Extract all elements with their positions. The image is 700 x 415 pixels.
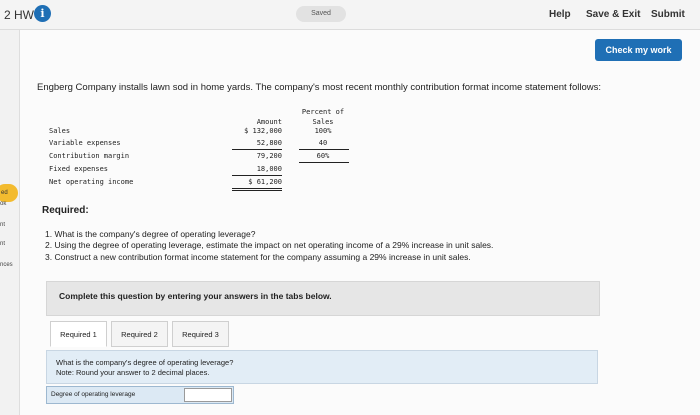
tab-required-1[interactable]: Required 1 (50, 321, 107, 347)
row-amount-variable: 52,800 (256, 139, 282, 147)
instructions-text: Complete this question by entering your answers in the tabs below. (59, 291, 332, 301)
instructions-banner (46, 281, 600, 316)
row-label-contribution: Contribution margin (49, 152, 130, 160)
submit-button[interactable]: Submit (651, 9, 685, 20)
row-percent-sales: 100% (314, 127, 332, 135)
degree-of-operating-leverage-input[interactable] (184, 388, 232, 402)
row-label-sales: Sales (49, 127, 71, 135)
answer-row (46, 386, 234, 404)
nav-badge[interactable]: ed (0, 184, 18, 202)
percent-subtotal-rule (299, 149, 349, 150)
question-text: What is the company's degree of operating leverage? (56, 358, 234, 367)
question-nav-strip (0, 30, 20, 415)
row-label-fixed: Fixed expenses (49, 165, 109, 173)
save-exit-button[interactable]: Save & Exit (586, 9, 641, 20)
top-bar (0, 0, 700, 30)
nav-item-4[interactable]: nces (0, 262, 13, 268)
problem-intro: Engberg Company installs lawn sod in home yards. The company's most recent monthly contribution format income statement follows: (37, 82, 601, 93)
amount-total-rule (232, 175, 282, 176)
amount-header: Amount (256, 118, 282, 126)
nav-item-3[interactable]: nt (0, 241, 6, 247)
check-my-work-button[interactable]: Check my work (595, 39, 682, 61)
row-label-noi: Net operating income (49, 178, 134, 186)
row-amount-contribution: 79,200 (256, 152, 282, 160)
help-button[interactable]: Help (549, 9, 571, 20)
question-panel (46, 350, 598, 384)
row-label-variable: Variable expenses (49, 139, 121, 147)
assignment-title: 2 HW (4, 8, 34, 22)
saved-status-badge: Saved (296, 6, 346, 22)
double-rule-bottom (232, 190, 282, 191)
double-rule-top (232, 188, 282, 189)
nav-item-2[interactable]: nt (0, 222, 6, 228)
row-amount-fixed: 18,000 (256, 165, 282, 173)
info-icon[interactable]: i (34, 5, 51, 22)
row-percent-variable: 40 (318, 139, 328, 147)
answer-label: Degree of operating leverage (51, 391, 136, 398)
question-note: Note: Round your answer to 2 decimal places. (56, 368, 210, 377)
required-item-2: 2. Using the degree of operating leverage, estimate the impact on net operating income of a 29% increase in unit sales. (45, 240, 494, 250)
required-item-1: 1. What is the company's degree of operating leverage? (45, 229, 256, 239)
row-amount-noi: $ 61,200 (248, 178, 282, 186)
nav-item-1[interactable]: ok (0, 201, 7, 207)
required-heading: Required: (42, 205, 89, 216)
percent-total-rule (299, 162, 349, 163)
income-statement (44, 106, 352, 201)
amount-subtotal-rule (232, 149, 282, 150)
required-item-3: 3. Construct a new contribution format income statement for the company assuming a 29% increase in unit sales. (45, 252, 471, 262)
tab-required-3[interactable]: Required 3 (172, 321, 229, 347)
percent-header-2: Sales (312, 118, 334, 126)
percent-header-1: Percent of (301, 108, 345, 116)
row-amount-sales: $ 132,000 (244, 127, 282, 135)
row-percent-contribution: 60% (316, 152, 330, 160)
tab-required-2[interactable]: Required 2 (111, 321, 168, 347)
